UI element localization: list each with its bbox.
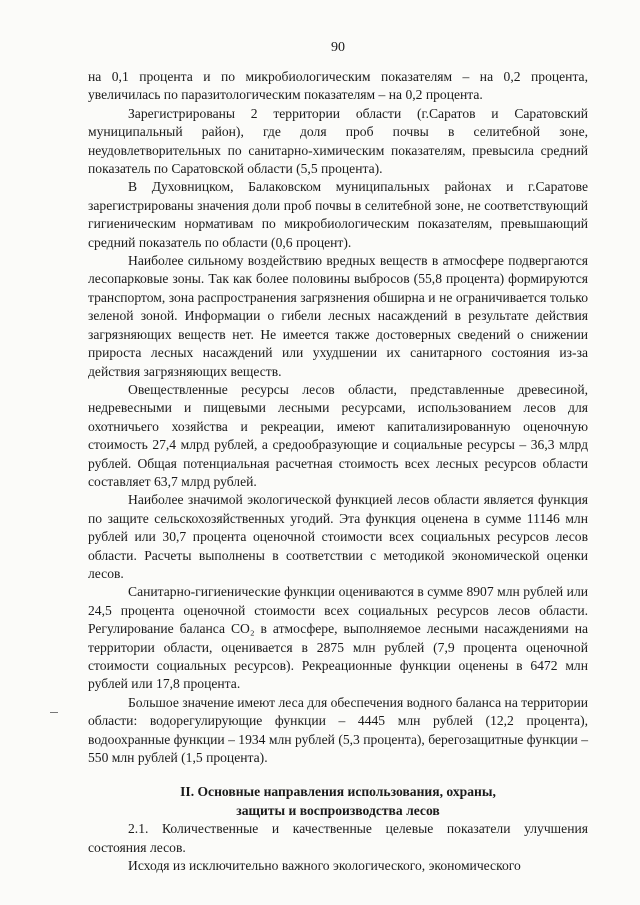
paragraph: Большое значение имеют леса для обеспечения водного баланса на территории области: водорегулирующие функции – 4445 млн рублей (12,2 процента), водоохранные функции – 1934 млн рублей (5,3 процента), берегозащитные функции – 550 млн рублей (1,5 процента). bbox=[88, 694, 588, 766]
paragraph: Овеществленные ресурсы лесов области, представленные древесиной, недревесными и пищевыми лесными ресурсами, использованием лесов для охотничьего хозяйства и рекреации, имеют капитализированную оценочную стоимость 27,4 млрд рублей, а средообразующие и социальные ресурсы – 36,3 млрд рублей. Общая потенциальная расчетная стоимость всех лесных ресурсов области составляет 63,7 млрд рублей. bbox=[88, 381, 588, 489]
page-number: 90 bbox=[331, 40, 345, 55]
section-heading bbox=[88, 783, 588, 820]
paragraph: Наиболее сильному воздействию вредных веществ в атмосфере подвергаются лесопарковые зоны. Так как более половины выбросов (55,8 процента) формируются транспортом, зона распространения загрязнения обширна и не ограничивается только зеленой зоной. Информации о гибели лесных насаждений в результате действия загрязняющих веществ нет. Не имеется также достоверных сведений о снижении прироста лесных насаждений или ухудшении их санитарного состояния из-за действия загрязняющих веществ. bbox=[88, 253, 588, 379]
paragraph: Санитарно-гигиенические функции оцениваются в сумме 8907 млн рублей или 24,5 процента оценочной стоимости всех социальных ресурсов лесов области. Регулирование баланса CO₂ в атмосфере, выполняемое лесными насаждениями на территории области, оценивается в 2875 млн рублей (7,9 процента оценочной стоимости социальных ресурсов). Рекреационные функции оценены в 6472 млн рублей или 17,8 процента. bbox=[88, 584, 588, 692]
paragraph: 2.1. Количественные и качественные целевые показатели улучшения состояния лесов. bbox=[88, 821, 588, 855]
paragraph: В Духовницком, Балаковском муниципальных районах и г.Саратове зарегистрированы значения доли проб почвы в селитебной зоне, не соответствующий гигиеническим нормативам по микробиологическим показателям, превышающий средний показатель по области (0,6 процент). bbox=[88, 179, 588, 250]
margin-mark bbox=[50, 712, 58, 713]
section-heading-line: защиты и воспроизводства лесов bbox=[236, 802, 440, 818]
paragraph: Исходя из исключительно важного экологического, экономического bbox=[128, 858, 521, 874]
paragraph: Зарегистрированы 2 территории области (г.Саратов и Саратовский муниципальный район), где доля проб почвы в селитебной зоне, неудовлетворительных по санитарно-химическим показателям, превысила средний показатель по Саратовской области (5,5 процента). bbox=[88, 105, 588, 177]
paragraph: на 0,1 процента и по микробиологическим показателям – на 0,2 процента, увеличилась по паразитологическим показателям – на 0,2 процента. bbox=[88, 69, 588, 103]
section-heading-line: II. Основные направления использования, охраны, bbox=[180, 784, 496, 800]
paragraph: Наиболее значимой экологической функцией лесов области является функция по защите сельскохозяйственных угодий. Эта функция оценена в сумме 11146 млн рублей или 30,7 процента оценочной стоимости всех социальных ресурсов лесов области. Расчеты выполнены в соответствии с методикой экономической оценки лесов. bbox=[88, 492, 588, 581]
